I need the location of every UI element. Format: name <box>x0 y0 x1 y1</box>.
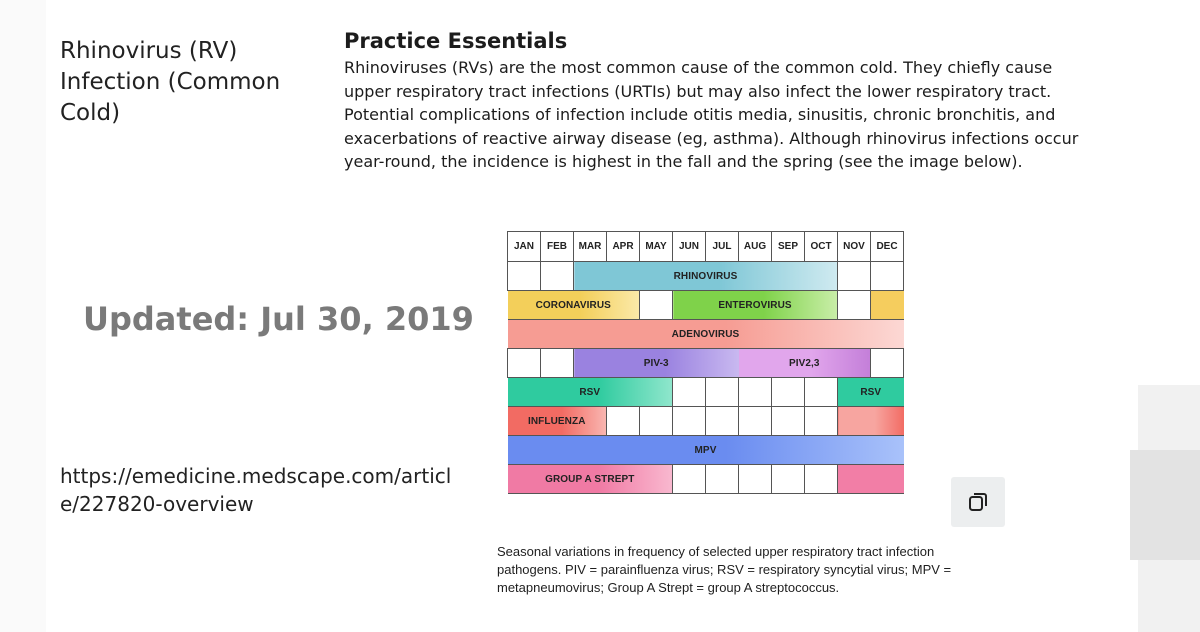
background-right-block <box>1130 450 1200 560</box>
pathogen-bar <box>508 436 904 465</box>
month-header: AUG <box>739 232 772 262</box>
month-header: JUL <box>706 232 739 262</box>
pathogen-bar <box>508 320 904 349</box>
empty-cell <box>673 407 706 436</box>
empty-cell <box>772 378 805 407</box>
empty-cell <box>673 465 706 494</box>
month-header: MAR <box>574 232 607 262</box>
figure-caption: Seasonal variations in frequency of selected upper respiratory tract infection pathogens. PIV = parainfluenza virus; RSV = respiratory syncytial virus; MPV = metapneumovirus; Group A Strept = group A streptococcus. <box>497 544 952 595</box>
pathogen-bar <box>508 291 640 320</box>
empty-cell <box>541 262 574 291</box>
pathogen-bar <box>574 262 838 291</box>
pathogen-row <box>508 291 904 320</box>
pathogen-label: MPV <box>694 444 717 456</box>
pathogen-label: GROUP A STREPT <box>545 473 635 485</box>
month-header: JAN <box>508 232 541 262</box>
empty-cell <box>838 291 871 320</box>
pathogen-row <box>508 465 904 494</box>
empty-cell <box>739 465 772 494</box>
section-heading: Practice Essentials <box>344 29 568 53</box>
pathogen-bar <box>739 349 871 378</box>
month-header: NOV <box>838 232 871 262</box>
month-header-row <box>508 232 904 262</box>
empty-cell <box>739 407 772 436</box>
empty-cell <box>838 262 871 291</box>
empty-cell <box>508 349 541 378</box>
pathogen-label: CORONAVIRUS <box>535 299 611 311</box>
pathogen-row <box>508 407 904 436</box>
updated-date: Updated: Jul 30, 2019 <box>83 300 474 338</box>
pathogen-label: RHINOVIRUS <box>673 270 738 282</box>
empty-cell <box>607 407 640 436</box>
empty-cell <box>706 378 739 407</box>
pathogen-row <box>508 262 904 291</box>
section-body: Rhinoviruses (RVs) are the most common cause of the common cold. They chiefly cause upper respiratory tract infections (URTIs) but may also infect the lower respiratory tract. Potential complications of infection include otitis media, sinusitis, chronic bronchitis, and exacerbations of reactive airway disease (eg, asthma). Although rhinovirus infections occur year-round, the incidence is highest in the fall and the spring (see the image below). <box>344 58 1079 171</box>
pathogen-label: PIV-3 <box>643 357 669 369</box>
pathogen-row <box>508 349 904 378</box>
pathogen-row <box>508 320 904 349</box>
pathogen-bar <box>508 378 673 407</box>
empty-cell <box>640 291 673 320</box>
month-header: DEC <box>871 232 904 262</box>
source-url[interactable]: https://emedicine.medscape.com/article/227820-overview <box>60 464 452 516</box>
pathogen-bar <box>574 349 739 378</box>
pathogen-label: ADENOVIRUS <box>671 328 740 340</box>
background-left-strip <box>0 0 46 632</box>
empty-cell <box>706 465 739 494</box>
pathogen-bar <box>673 291 838 320</box>
month-header: APR <box>607 232 640 262</box>
empty-cell <box>871 349 904 378</box>
copy-icon <box>967 491 989 513</box>
pathogen-bar <box>838 407 904 436</box>
empty-cell <box>871 262 904 291</box>
pathogen-label: RSV <box>860 386 882 398</box>
pathogen-bar <box>508 407 607 436</box>
empty-cell <box>673 378 706 407</box>
empty-cell <box>706 407 739 436</box>
month-header: MAY <box>640 232 673 262</box>
empty-cell <box>739 378 772 407</box>
pathogen-label: PIV2,3 <box>788 357 820 369</box>
month-header: FEB <box>541 232 574 262</box>
month-header: JUN <box>673 232 706 262</box>
pathogen-label: INFLUENZA <box>527 415 586 427</box>
month-header: SEP <box>772 232 805 262</box>
empty-cell <box>805 465 838 494</box>
empty-cell <box>541 349 574 378</box>
pathogen-label: RSV <box>579 386 601 398</box>
pathogen-row <box>508 436 904 465</box>
empty-cell <box>772 465 805 494</box>
pathogen-bar <box>838 378 904 407</box>
month-header: OCT <box>805 232 838 262</box>
slide-title: Rhinovirus (RV) Infection (Common Cold) <box>60 38 281 126</box>
empty-cell <box>805 407 838 436</box>
pathogen-label: ENTEROVIRUS <box>718 299 792 311</box>
practice-essentials-section <box>344 28 1104 174</box>
pathogen-bar <box>871 291 904 320</box>
pathogen-row <box>508 378 904 407</box>
pathogen-bar <box>838 465 904 494</box>
empty-cell <box>805 378 838 407</box>
empty-cell <box>772 407 805 436</box>
copy-button[interactable] <box>951 477 1005 527</box>
empty-cell <box>640 407 673 436</box>
seasonal-pathogen-chart <box>507 231 904 494</box>
empty-cell <box>508 262 541 291</box>
pathogen-bar <box>508 465 673 494</box>
